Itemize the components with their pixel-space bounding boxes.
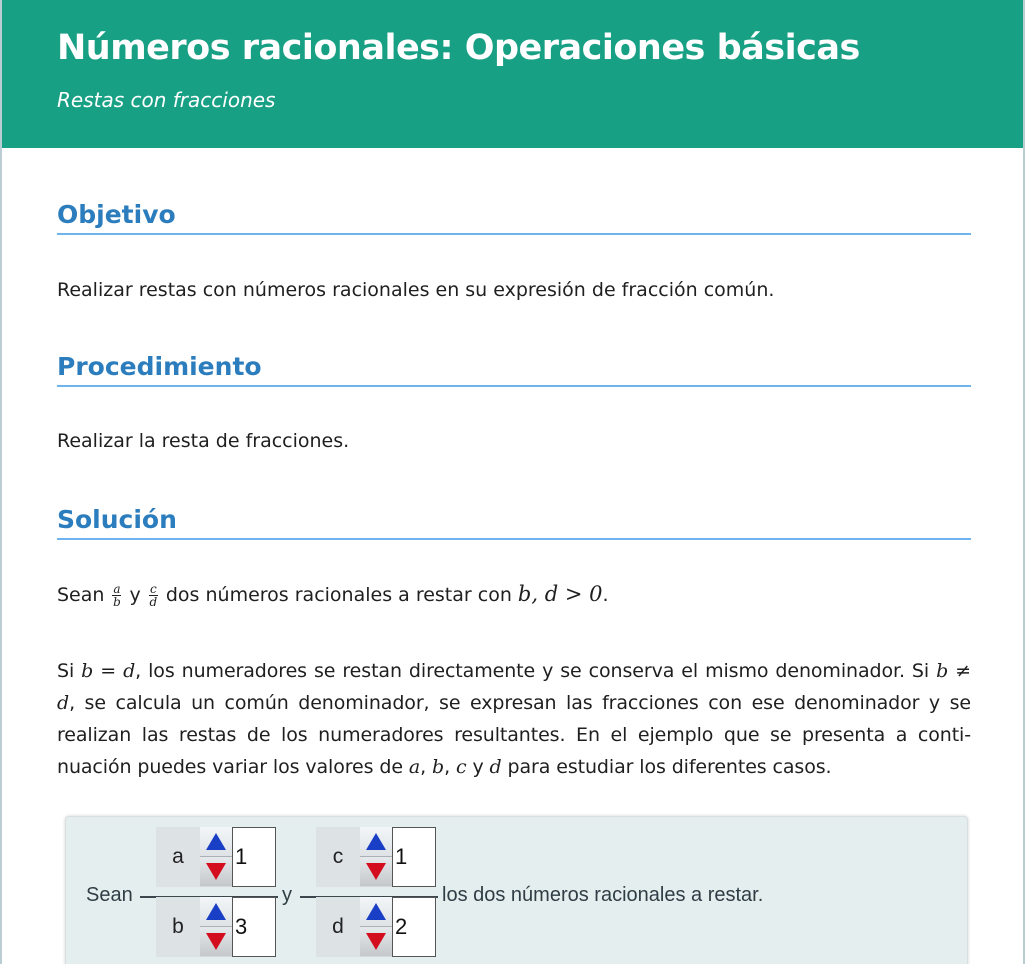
page-title: Números racionales: Operaciones básicas <box>57 28 860 68</box>
spinner-input-b[interactable]: 3 <box>232 897 276 957</box>
page-subtitle: Restas con fracciones <box>57 88 276 112</box>
spinner-b <box>156 897 276 957</box>
spinner-c <box>316 827 436 887</box>
math-d: d <box>489 756 502 778</box>
intro-middle: dos números racionales a restar con <box>165 584 512 606</box>
para-text: y <box>466 756 490 778</box>
decrement-button[interactable] <box>360 927 392 956</box>
fraction-num: a <box>113 582 121 596</box>
para-text: para estudiar los diferentes casos. <box>501 756 832 778</box>
page-header <box>2 0 1023 148</box>
spinner-input-a[interactable]: 1 <box>232 827 276 887</box>
section-heading-objetivo: Objetivo <box>57 199 971 235</box>
increment-button[interactable] <box>360 897 392 927</box>
widget-sean: Sean <box>86 884 133 906</box>
decrement-button[interactable] <box>200 927 232 956</box>
solucion-intro <box>57 578 971 611</box>
intro-y: y <box>129 584 141 606</box>
spinner-buttons <box>200 827 232 887</box>
math-b: b <box>431 756 445 778</box>
procedimiento-text: Realizar la resta de fracciones. <box>57 430 350 452</box>
section-heading-procedimiento: Procedimiento <box>57 351 971 387</box>
para-text: , los numeradores se restan directamente y se conserva el mismo denominador. Si <box>135 660 937 682</box>
intro-end: . <box>602 584 609 606</box>
section-heading-solucion: Solución <box>57 504 971 540</box>
spinner-buttons <box>360 897 392 957</box>
spinner-label: b <box>156 897 200 957</box>
spinner-label: c <box>316 827 360 887</box>
spinner-d <box>316 897 436 957</box>
fraction-widget <box>65 816 968 964</box>
triangle-down-icon <box>366 933 386 950</box>
spinner-a <box>156 827 276 887</box>
triangle-up-icon <box>366 833 386 850</box>
increment-button[interactable] <box>200 827 232 857</box>
spinner-input-d[interactable]: 2 <box>392 897 436 957</box>
spinner-input-c[interactable]: 1 <box>392 827 436 887</box>
solucion-paragraph <box>57 655 971 783</box>
increment-button[interactable] <box>200 897 232 927</box>
triangle-up-icon <box>206 833 226 850</box>
fraction-num: c <box>149 582 157 596</box>
triangle-up-icon <box>206 903 226 920</box>
fraction-den: b <box>113 595 121 609</box>
widget-y: y <box>282 884 292 906</box>
para-text: , <box>444 756 456 778</box>
intro-sean: Sean <box>57 584 105 606</box>
triangle-down-icon <box>206 933 226 950</box>
math-c: c <box>455 756 467 778</box>
triangle-down-icon <box>206 863 226 880</box>
math-b-equals-d: b = d <box>81 660 136 682</box>
triangle-up-icon <box>366 903 386 920</box>
para-text: Si <box>57 660 82 682</box>
increment-button[interactable] <box>360 827 392 857</box>
math-b-not-equal-d: b ≠ d <box>57 660 971 714</box>
para-text: , <box>420 756 432 778</box>
spinner-buttons <box>200 897 232 957</box>
fraction-c-over-d <box>149 583 158 608</box>
spinner-label: d <box>316 897 360 957</box>
spinner-label: a <box>156 827 200 887</box>
triangle-down-icon <box>366 863 386 880</box>
math-a: a <box>408 756 421 778</box>
fraction-den: d <box>149 595 158 609</box>
spinner-buttons <box>360 827 392 887</box>
widget-suffix: los dos números racionales a restar. <box>442 884 764 906</box>
decrement-button[interactable] <box>360 857 392 886</box>
objetivo-text: Realizar restas con números racionales en su expresión de fracción común. <box>57 279 775 301</box>
decrement-button[interactable] <box>200 857 232 886</box>
para-text: , se calcula un común denominador, se expresan las fracciones con ese denominador y se realizan las restas de los numeradores resultantes. En el ejemplo que se presenta a conti-nuación puedes variar los valores de <box>57 692 971 778</box>
intro-condition: b, d > 0 <box>517 582 603 606</box>
fraction-a-over-b <box>112 583 121 608</box>
